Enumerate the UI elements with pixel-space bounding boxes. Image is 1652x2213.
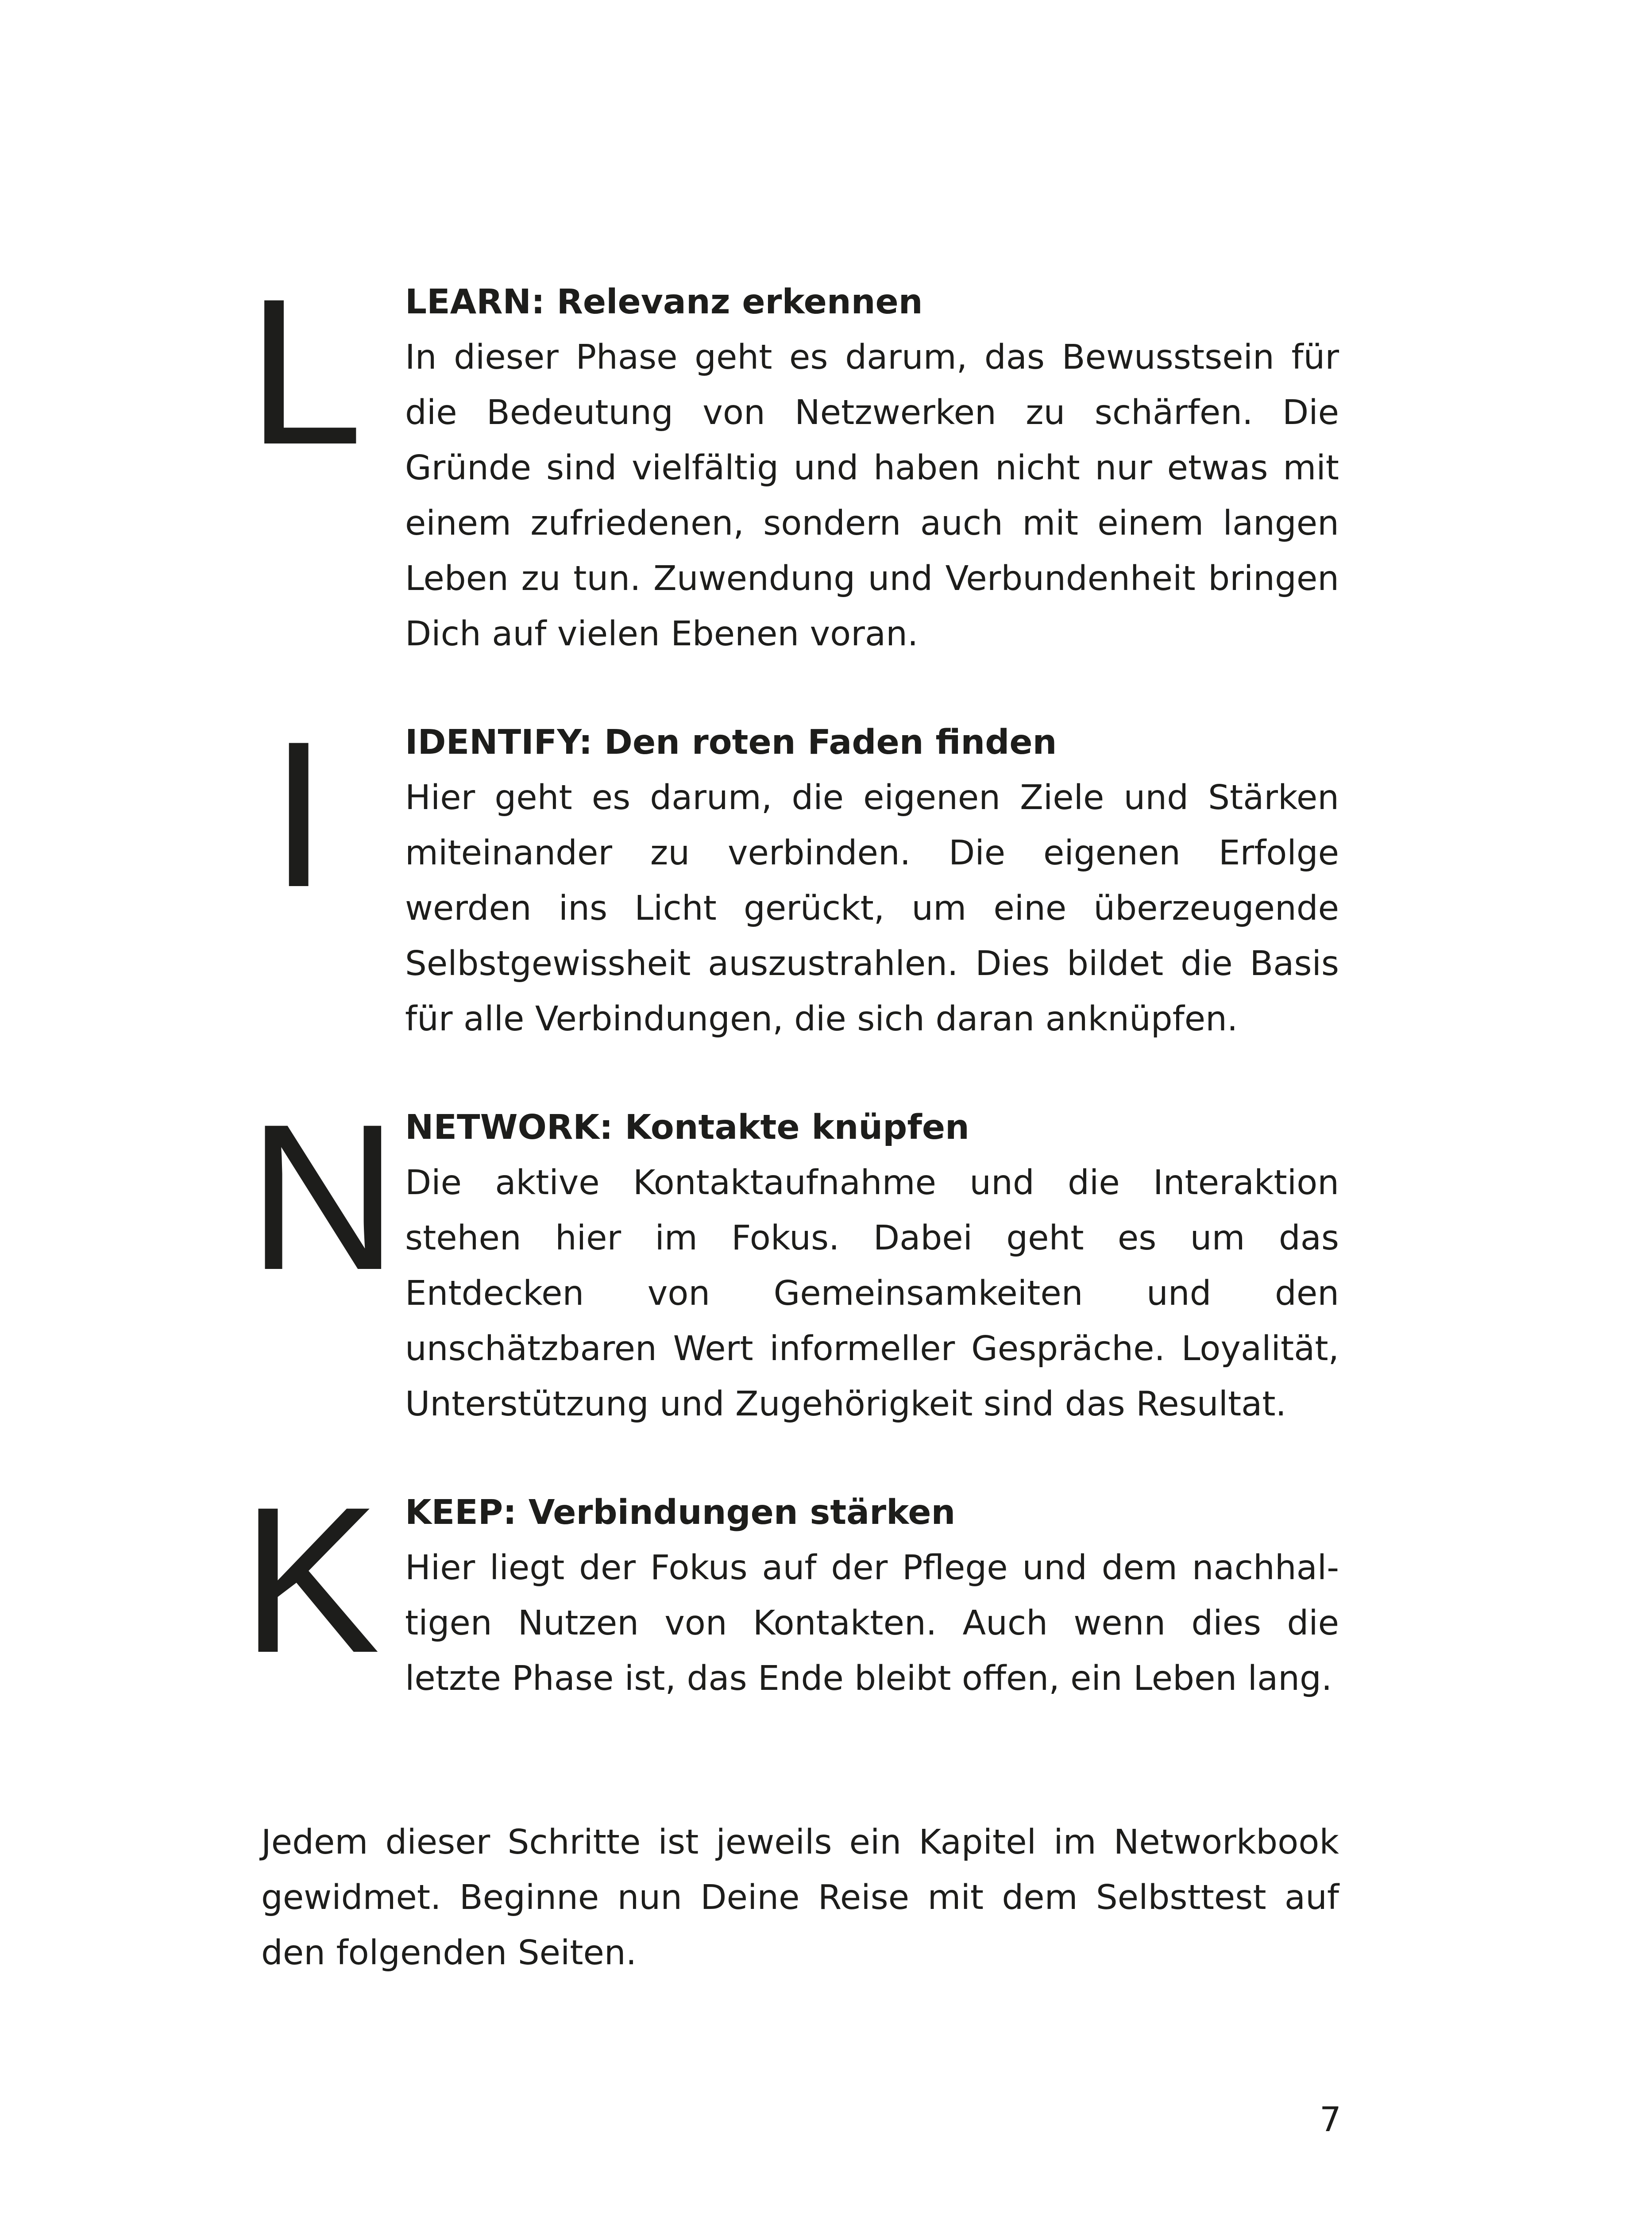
initial-letter-k: K bbox=[241, 1464, 380, 1696]
closing-paragraph: Jedem dieser Schritte ist jeweils ein Kapitel im Networkbook gewidmet. Beginne nun Deine Reise mit dem Selbsttest auf den folgenden Seiten. bbox=[261, 1823, 1339, 1973]
page-number: 7 bbox=[1320, 2100, 1341, 2140]
phase-learn-heading: LEARN: Relevanz erkennen bbox=[405, 282, 923, 322]
phase-network-text: Die aktive Kontaktaufnahme und die Interaktion stehen hier im Fokus. Dabei geht es um das Entdecken von Gemeinsamkeiten und den unschätzbaren Wert informeller Gespräche. Loyalität, Unterstützung und Zugehörigkeit sind das Resultat. bbox=[405, 1163, 1339, 1424]
phase-identify-content bbox=[405, 715, 1339, 1047]
initial-letter-l: L bbox=[247, 255, 363, 488]
phase-keep-content bbox=[405, 1485, 1339, 1706]
phase-keep-heading: KEEP: Verbindungen stärken bbox=[405, 1493, 956, 1532]
phase-network-content bbox=[405, 1100, 1339, 1432]
phase-learn-text: In dieser Phase geht es darum, das Bewusstsein für die Bedeutung von Netzwerken zu schärfen. Die Gründe sind vielfältig und haben nicht nur etwas mit einem zufriedenen, sondern auch mit einem langen Leben zu tun. Zuwendung und Verbundenheit bringen Dich auf vielen Ebenen voran. bbox=[405, 338, 1339, 654]
phase-learn-content bbox=[405, 274, 1339, 662]
phase-identify-text: Hier geht es darum, die eigenen Ziele und Stärken miteinander zu verbinden. Die eigenen Erfolge werden ins Licht gerückt, um eine überzeugende Selbstgewissheit auszustrahlen. Dies bildet die Basis für alle Verbindungen, die sich daran anknüpfen. bbox=[405, 778, 1339, 1039]
phase-identify-heading: IDENTIFY: Den roten Faden finden bbox=[405, 723, 1057, 762]
phase-network-heading: NETWORK: Kontakte knüpfen bbox=[405, 1108, 969, 1147]
phase-keep-text: Hier liegt der Fokus auf der Pflege und dem nachhaltigen Nutzen von Kontakten. Auch wenn dies die letzte Phase ist, das Ende bleibt offen, ein Leben lang. bbox=[405, 1548, 1339, 1698]
initial-letter-i: I bbox=[270, 698, 328, 930]
initial-letter-n: N bbox=[248, 1081, 398, 1313]
